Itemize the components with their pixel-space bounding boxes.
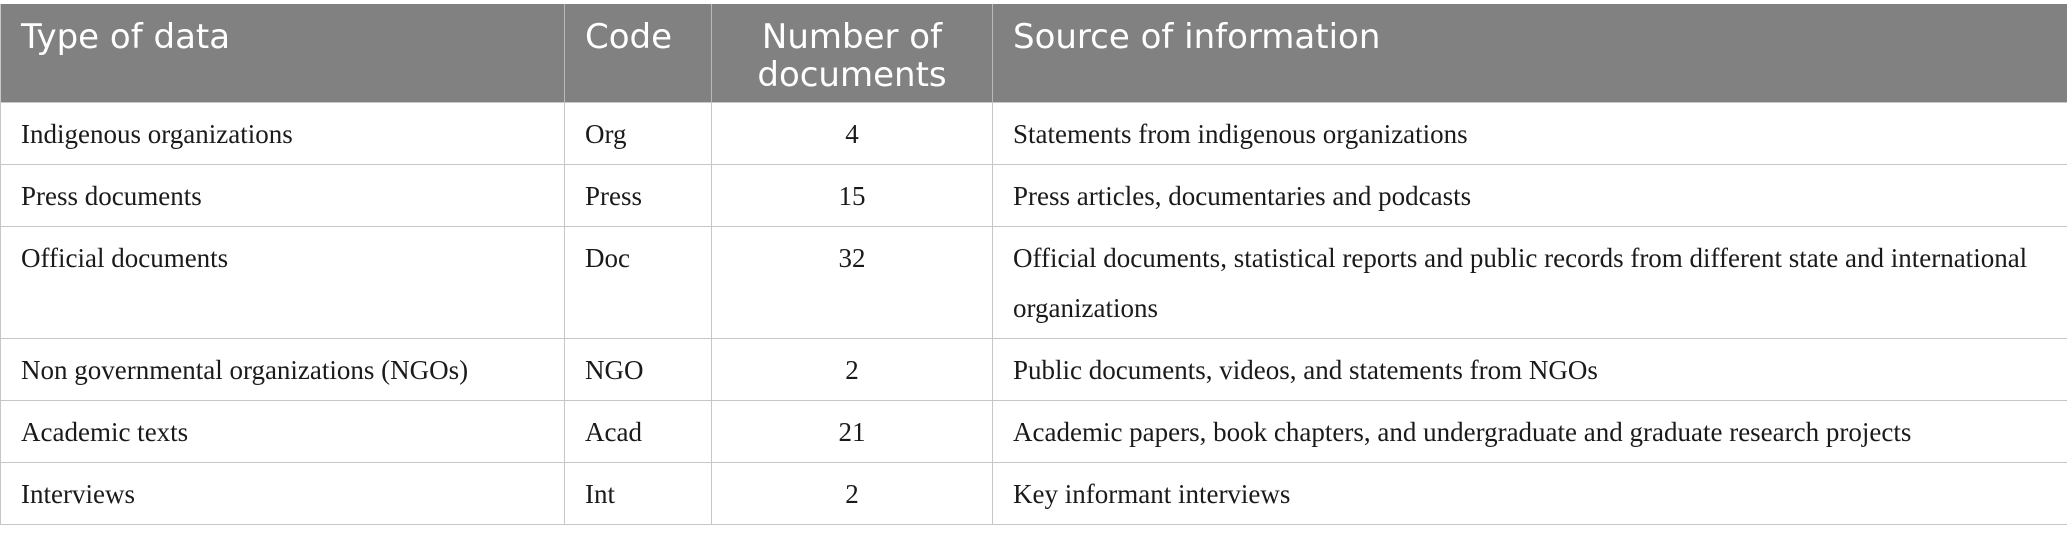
cell-code: Acad [565,400,712,462]
table-row [1,102,2067,164]
table-row [1,226,2067,338]
table-body [1,102,2067,524]
cell-count: 4 [712,102,993,164]
cell-code: Doc [565,226,712,338]
header-number-of-documents: Number of documents [712,4,993,102]
table-header [1,4,2067,102]
cell-code: Org [565,102,712,164]
header-source-of-information: Source of information [993,4,2067,102]
cell-source: Press articles, documentaries and podcasts [993,164,2067,226]
cell-source: Public documents, videos, and statements from NGOs [993,338,2067,400]
cell-code: Press [565,164,712,226]
cell-type: Interviews [1,462,565,524]
table-row [1,462,2067,524]
cell-source: Academic papers, book chapters, and undergraduate and graduate research projects [993,400,2067,462]
table-row [1,400,2067,462]
header-code: Code [565,4,712,102]
cell-code: NGO [565,338,712,400]
cell-count: 21 [712,400,993,462]
cell-type: Academic texts [1,400,565,462]
table-row [1,164,2067,226]
cell-type: Official documents [1,226,565,338]
data-sources-table [0,4,2067,525]
header-type-of-data: Type of data [1,4,565,102]
cell-type: Indigenous organizations [1,102,565,164]
cell-count: 2 [712,462,993,524]
header-row [1,4,2067,102]
cell-count: 15 [712,164,993,226]
cell-source: Official documents, statistical reports and public records from different state and international organizations [993,226,2067,338]
cell-type: Non governmental organizations (NGOs) [1,338,565,400]
cell-source: Key informant interviews [993,462,2067,524]
cell-count: 32 [712,226,993,338]
cell-code: Int [565,462,712,524]
cell-count: 2 [712,338,993,400]
data-sources-table-container [0,4,2067,525]
cell-source: Statements from indigenous organizations [993,102,2067,164]
cell-type: Press documents [1,164,565,226]
table-row [1,338,2067,400]
